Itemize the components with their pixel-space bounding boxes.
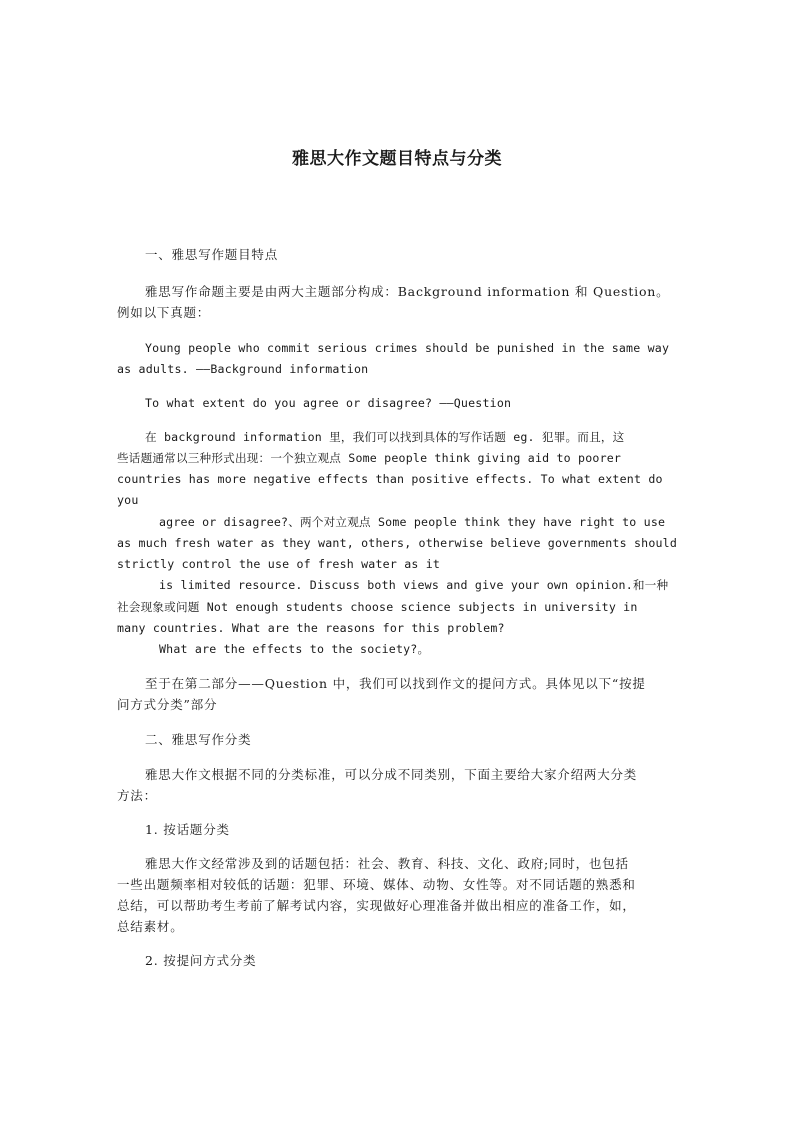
example-line2: as adults. ——Background information [117, 362, 369, 376]
subsection1-line1: 雅思大作文经常涉及到的话题包括：社会、教育、科技、文化、政府;同时，也包括 [145, 856, 629, 871]
example-question: To what extent do you agree or disagree? ——Question [145, 396, 512, 410]
subsection2-heading: 2. 按提问方式分类 [145, 953, 257, 968]
topic-paragraph-line1: 在 background information 里，我们可以找到具体的写作话题 eg. 犯罪。而且，这 [145, 430, 625, 444]
subsection1-line4: 总结素材。 [117, 919, 184, 934]
topic-paragraph-line2: 些话题通常以三种形式出现：一个独立观点 Some people think giving aid to poorer [117, 451, 622, 465]
topic-paragraph-line11: What are the effects to the society?。 [159, 642, 430, 656]
question-paragraph-line2: 问方式分类”部分 [117, 697, 218, 712]
section1-heading: 一、雅思写作题目特点 [145, 247, 279, 262]
section2-intro-line1: 雅思大作文根据不同的分类标准，可以分成不同类别，下面主要给大家介绍两大分类 [145, 767, 638, 782]
section2-heading: 二、雅思写作分类 [145, 732, 252, 747]
topic-paragraph-line6: as much fresh water as they want, others, otherwise believe governments should [117, 536, 678, 550]
topic-paragraph-line3: countries has more negative effects than positive effects. To what extent do [117, 472, 663, 486]
subsection1-line3: 总结，可以帮助考生考前了解考试内容，实现做好心理准备并做出相应的准备工作，如， [117, 898, 636, 913]
example-line1: Young people who commit serious crimes should be punished in the same way [145, 341, 670, 355]
question-paragraph-line1: 至于在第二部分——Question 中，我们可以找到作文的提问方式。具体见以下“按提 [145, 676, 646, 691]
topic-paragraph-line8: is limited resource. Discuss both views and give your own opinion.和一种 [159, 578, 669, 592]
subsection1-line2: 一些出题频率相对较低的话题：犯罪、环境、媒体、动物、女性等。对不同话题的熟悉和 [117, 877, 636, 892]
subsection1-heading: 1. 按话题分类 [145, 822, 230, 837]
document-title: 雅思大作文题目特点与分类 [292, 149, 502, 169]
topic-paragraph-line9: 社会现象或问题 Not enough students choose science subjects in university in [117, 600, 638, 614]
section1-intro-line1: 雅思写作命题主要是由两大主题部分构成：Background information 和 Question。 [145, 284, 670, 299]
section2-intro-line2: 方法： [117, 788, 157, 803]
topic-paragraph-line5: agree or disagree?、两个对立观点 Some people think they have right to use [159, 515, 666, 529]
topic-paragraph-line4: you [117, 493, 139, 507]
topic-paragraph-line10: many countries. What are the reasons for this problem? [117, 621, 505, 635]
topic-paragraph-line7: strictly control the use of fresh water as it [117, 557, 441, 571]
section1-intro-line2: 例如以下真题： [117, 305, 211, 320]
